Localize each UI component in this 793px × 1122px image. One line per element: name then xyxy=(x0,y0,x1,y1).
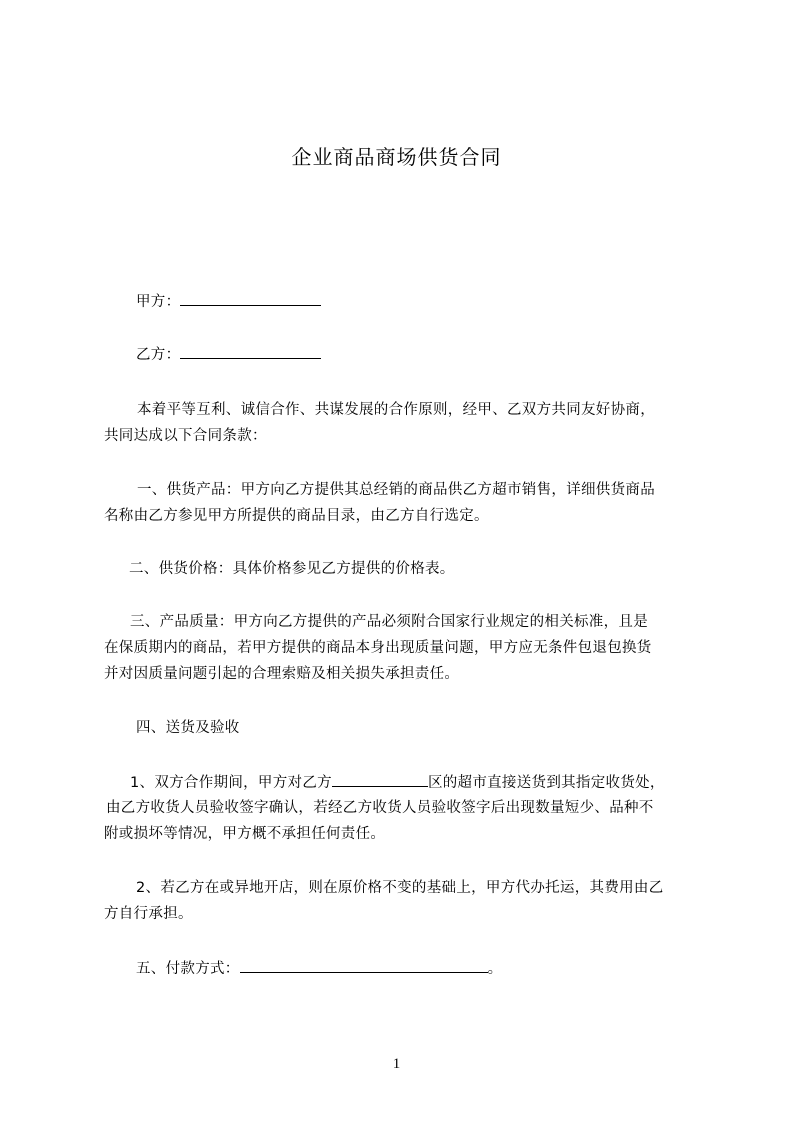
party-b-line xyxy=(136,345,321,364)
clause4-1-line: 由乙方收货人员验收签字确认，若经乙方收货人员验收签字后出现数量短少、品种不 xyxy=(106,800,654,816)
page-number: 1 xyxy=(392,1056,401,1072)
district-blank xyxy=(332,773,428,787)
clause2-line: 二、供货价格：具体价格参见乙方提供的价格表。 xyxy=(129,561,455,577)
preamble-line: 本着平等互利、诚信合作、共谋发展的合作原则，经甲、乙双方共同友好协商， xyxy=(137,402,655,418)
clause4-1-line xyxy=(130,773,665,792)
party-a-label: 甲方： xyxy=(136,294,181,310)
clause4-1-line: 附或损坏等情况，甲方概不承担任何责任。 xyxy=(104,826,386,842)
document-title: 企业商品商场供货合同 xyxy=(291,145,502,169)
party-a-line xyxy=(136,292,321,311)
clause4-1-text: 区的超市直接送货到其指定收货处， xyxy=(427,775,665,791)
clause4-heading: 四、送货及验收 xyxy=(136,720,240,736)
clause5-end: 。 xyxy=(487,961,503,977)
clause3-line: 在保质期内的商品，若甲方提供的商品本身出现质量问题，甲方应无条件包退包换货 xyxy=(104,640,652,656)
clause5-line xyxy=(136,959,502,978)
clause4-2-line: 方自行承担。 xyxy=(104,906,193,922)
clause1-line: 一、供货产品：甲方向乙方提供其总经销的商品供乙方超市销售，详细供货商品 xyxy=(137,482,655,498)
party-a-blank xyxy=(180,292,321,306)
clause5-label: 五、付款方式： xyxy=(136,961,240,977)
clause4-2-line: 2、若乙方在或异地开店，则在原价格不变的基础上，甲方代办托运，其费用由乙 xyxy=(136,880,664,896)
clause4-1-text: 1、双方合作期间，甲方对乙方 xyxy=(130,775,332,791)
preamble-line: 共同达成以下合同条款： xyxy=(104,428,267,444)
clause1-line: 名称由乙方参见甲方所提供的商品目录，由乙方自行选定。 xyxy=(104,508,489,524)
clause3-line: 三、产品质量：甲方向乙方提供的产品必须附合国家行业规定的相关标准，且是 xyxy=(130,614,648,630)
clause3-line: 并对因质量问题引起的合理索赔及相关损失承担责任。 xyxy=(104,666,460,682)
party-b-label: 乙方： xyxy=(136,347,181,363)
payment-method-blank xyxy=(240,959,488,973)
party-b-blank xyxy=(180,345,321,359)
